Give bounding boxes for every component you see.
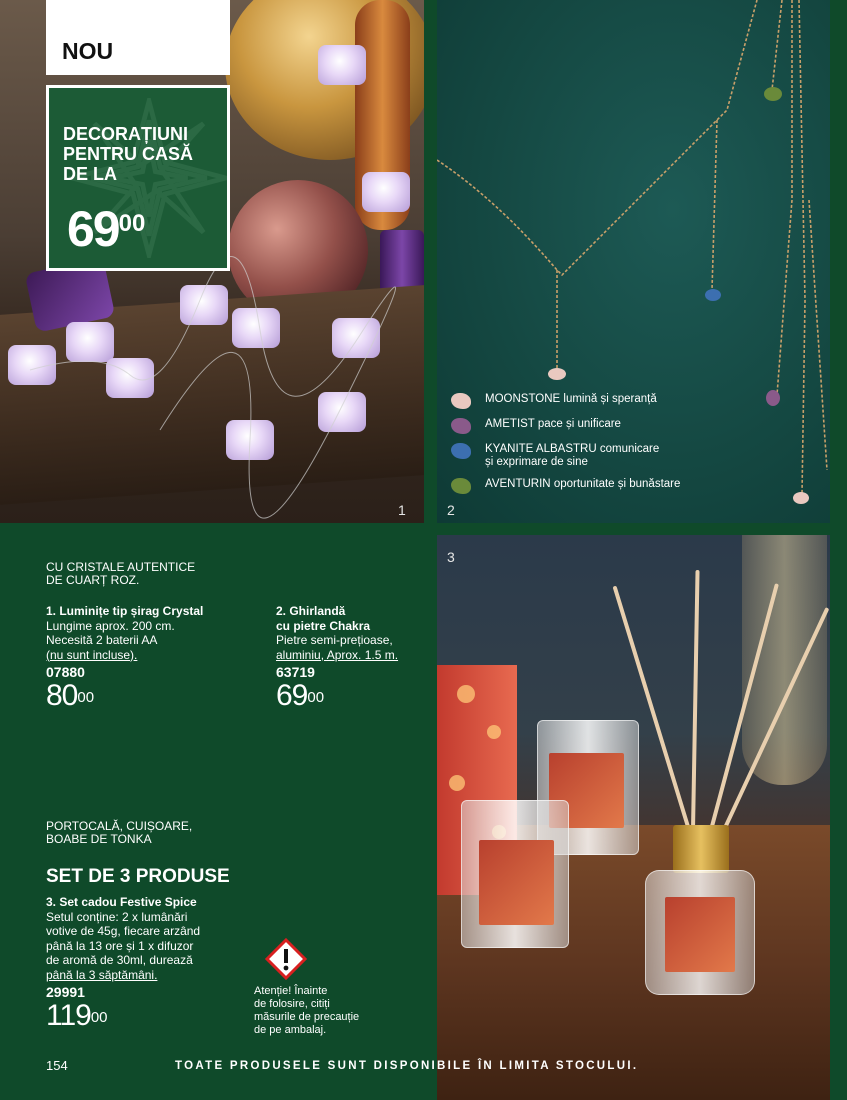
- kyanite-icon: [451, 443, 471, 459]
- ametist-icon: [451, 418, 471, 434]
- photo-number-1: 1: [398, 502, 406, 518]
- festive-spice-photo: [437, 535, 830, 1100]
- product-3-line-5: până la 3 săptămâni.: [46, 967, 158, 982]
- warning-line-2: de folosire, citiți: [254, 998, 330, 1010]
- diffuser-cap: [673, 825, 729, 873]
- photo-number-3: 3: [447, 549, 455, 565]
- bokeh-light: [487, 725, 501, 739]
- product-3-line-3: până la 13 ore și 1 x difuzor: [46, 938, 194, 953]
- product-3-title: 3. Set cadou Festive Spice: [46, 895, 197, 909]
- section-2-intro-line-2: BOABE DE TONKA: [46, 832, 152, 846]
- reed-stick: [691, 570, 700, 830]
- product-1-line-3: (nu sunt incluse).: [46, 647, 138, 662]
- bokeh-light: [457, 685, 475, 703]
- legend-name: AVENTURIN: [485, 478, 551, 490]
- section-1-intro-line-2: DE CUARȚ ROZ.: [46, 573, 140, 587]
- product-1-line-2: Necesită 2 baterii AA: [46, 633, 158, 647]
- promo-price-cents: 00: [118, 210, 146, 237]
- product-3-price: [46, 1000, 246, 1032]
- legend-desc: comunicare: [599, 443, 660, 455]
- promo-box: [46, 85, 230, 271]
- page-number: 154: [46, 1058, 68, 1073]
- bokeh-light: [449, 775, 465, 791]
- hazard-warning-icon: [265, 938, 307, 980]
- warning-text: [254, 985, 394, 1037]
- product-3-line-2: votive de 45g, fiecare arzând: [46, 924, 201, 938]
- candle-label: [479, 840, 554, 925]
- product-3-line-1: Setul conține: 2 x lumânări: [46, 909, 188, 924]
- product-3-line-4: de aromă de 30ml, durează: [46, 953, 193, 967]
- product-3-price-main: 119: [46, 998, 91, 1032]
- promo-price-main: 69: [67, 201, 119, 257]
- warning-line-3: măsurile de precauție: [254, 1011, 360, 1023]
- promo-line-2: PENTRU CASĂ: [63, 144, 194, 164]
- moonstone-icon: [451, 393, 471, 409]
- legend-name: KYANITE ALBASTRU: [485, 443, 597, 455]
- product-2-line-2: aluminiu, Aprox. 1.5 m.: [276, 647, 399, 662]
- section-1-intro: [46, 561, 195, 587]
- warning-line-4: de pe ambalaj.: [254, 1024, 327, 1036]
- product-2-code: 63719: [276, 664, 315, 680]
- product-1-title: 1. Luminițe tip șirag Crystal: [46, 604, 204, 618]
- product-2-price-cents: 00: [307, 688, 325, 706]
- product-1-line-1: Lungime aprox. 200 cm.: [46, 618, 175, 633]
- product-2: [276, 604, 436, 712]
- product-2-title-line-2: cu pietre Chakra: [276, 618, 371, 633]
- section-1-intro-line-1: CU CRISTALE AUTENTICE: [46, 560, 196, 574]
- promo-text: [63, 124, 193, 184]
- product-2-price-main: 69: [276, 678, 308, 712]
- new-badge: [46, 0, 230, 75]
- product-3: [46, 895, 246, 1032]
- product-1-price-cents: 00: [77, 688, 95, 706]
- product-2-price: [276, 680, 436, 712]
- product-1: [46, 604, 266, 712]
- promo-line-3: DE LA: [63, 164, 117, 184]
- product-3-price-cents: 00: [90, 1008, 108, 1026]
- chakra-necklace-photo: [437, 0, 830, 523]
- legend-desc: lumină și speranță: [563, 393, 657, 405]
- product-1-code: 07880: [46, 664, 85, 680]
- legend-item-moonstone: [451, 393, 821, 409]
- legend-name: MOONSTONE: [485, 393, 561, 405]
- product-3-code: 29991: [46, 984, 85, 1000]
- section-2-intro: [46, 820, 192, 846]
- legend-desc-2: și exprimare de sine: [485, 456, 588, 468]
- photo-number-2: 2: [447, 502, 455, 518]
- product-2-title-line-1: 2. Ghirlandă: [276, 604, 346, 618]
- diffuser-label: [665, 897, 735, 972]
- set-title: SET DE 3 PRODUSE: [46, 866, 230, 887]
- legend-item-ametist: [451, 418, 821, 434]
- stock-disclaimer: TOATE PRODUSELE SUNT DISPONIBILE ÎN LIMITA STOCULUI.: [175, 1060, 639, 1072]
- product-2-line-1: Pietre semi-prețioase,: [276, 633, 393, 647]
- legend-item-kyanite: [451, 443, 821, 469]
- legend-item-aventurin: [451, 478, 821, 494]
- legend-desc: oportunitate și bunăstare: [553, 478, 681, 490]
- stone-legend: [451, 393, 821, 503]
- new-badge-label: NOU: [62, 38, 114, 64]
- warning-line-1: Atenție! Înainte: [254, 985, 328, 997]
- promo-line-1: DECORAȚIUNI: [63, 124, 188, 144]
- product-1-price: [46, 680, 266, 712]
- legend-desc: pace și unificare: [537, 418, 621, 430]
- aventurin-icon: [451, 478, 471, 494]
- promo-price: [67, 200, 145, 258]
- product-1-price-main: 80: [46, 678, 78, 712]
- legend-name: AMETIST: [485, 418, 535, 430]
- section-2-intro-line-1: PORTOCALĂ, CUIȘOARE,: [46, 819, 193, 833]
